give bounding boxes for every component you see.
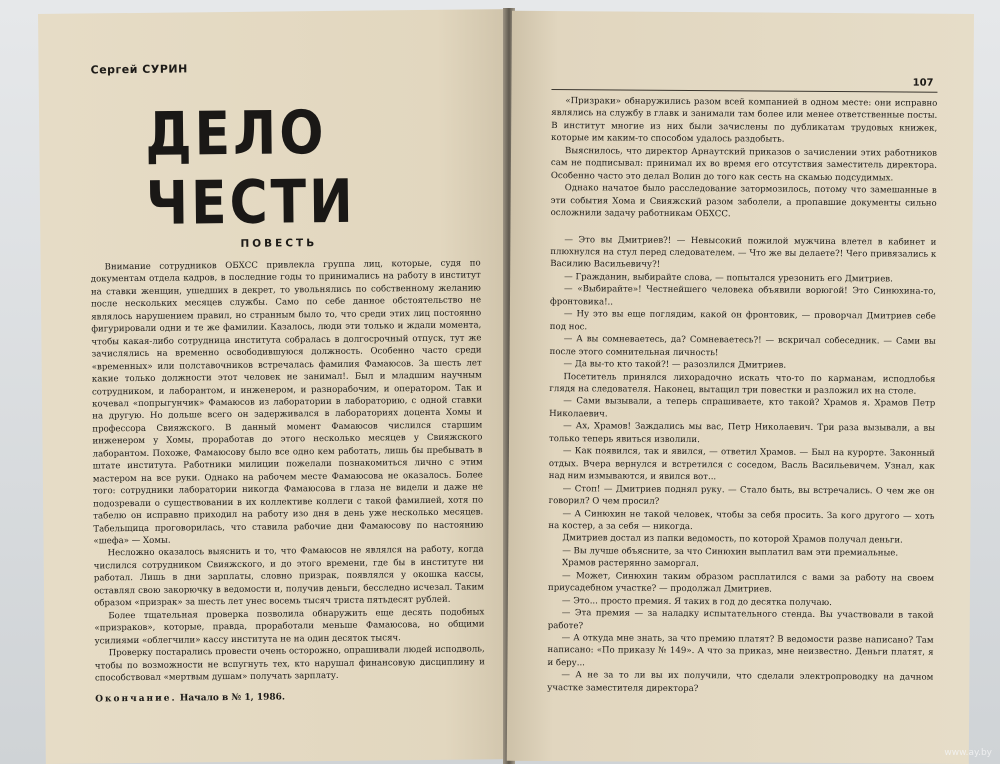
dialog-line: — «Выбирайте»! Честнейшего человека объявили ворюгой! Это Синюхина-то, фронтовика!..: [549, 284, 937, 308]
right-paragraph-3: Однако начатое было расследование затормозилось, потому что замешанные в эти события Хома и Свияжский разом заболели, а пропавшие документы сильно осложнили задачу работникам ОБХСС.: [550, 183, 937, 220]
source-text: Начало в № 1, 1986.: [179, 692, 286, 704]
dialog-line: — Гражданин, выбирайте слова, — попытался урезонить его Дмитриев.: [564, 272, 893, 285]
dialog-line: Посетитель принялся лихорадочно искать что-то по карманам, исподлобья глядя на следователя. Наконец, вытащил три повестки и разложил их на столе.: [549, 371, 936, 397]
page-number: 107: [912, 77, 934, 89]
left-page: [38, 9, 516, 764]
dialog-line: — А вы сомневаетесь, да? Сомневаетесь?! — вскричал собеседник. — Сами вы после этого сомнительная личность!: [549, 334, 936, 358]
right-paragraph-2: Выяснилось, что директор Арнаутский приказов о зачислении этих работников сам не подписывал: принимал их во время его отсутствия заместитель директора. Особенно часто это делал Волин до того как сесть на скамью подсудимых.: [550, 145, 938, 184]
dialog-line: — Это вы Дмитриев?! — Невысокий пожилой мужчина влетел в кабинет и плюхнулся на стул перед следователем. — Что же вы делаете?! Чего привязались к Василию Васильевичу?!: [550, 234, 937, 271]
dialog-line: — Может, Синюхин таким образом расплатился с вами за работу на своем приусадебном участке? — продолжал Дмитриев.: [547, 570, 935, 595]
header-rule: [551, 89, 937, 93]
dialog-line: — А не за то ли вы их получили, что сделали электропроводку на дачном участке заместителя директора?: [547, 670, 934, 694]
left-paragraph-2: Несложно оказалось выяснить и то, что Фамаюсов не являлся на работу, когда числился сотрудником Свияжского, и до этого времени, где бы в институте ни работал. Лишь в дни зарплаты, словно призрак, появлялся у окошка кассы, оставлял свою закорючку в ведомости и, получив деньги, бесследно исчезал. Таким образом «призрак» за шесть лет унес восемь тысяч триста пятьдесят рублей.: [93, 544, 485, 609]
dialog-line: Храмов растерянно заморгал.: [562, 558, 699, 570]
dialog-line: — Да вы-то кто такой?! — разозлился Дмитриев.: [563, 359, 787, 371]
dialog-block: [547, 234, 936, 697]
source-note: [95, 691, 485, 705]
right-intro: [551, 95, 938, 222]
dialog-line: — Стоп! — Дмитриев поднял руку. — Стало быть, вы встречались. О чем же он говорил? О чем просил?: [548, 483, 935, 507]
story-title: ДЕЛО ЧЕСТИ: [144, 98, 357, 239]
dialog-line: — Эта премия — за наладку испытательного стенда. Вы участвовали в такой работе?: [547, 608, 934, 631]
watermark: www.ay.by: [944, 748, 992, 758]
left-paragraph-3: Более тщательная проверка позволила обнаружить еще десять подобных «призраков», которые, правда, проработали меньше Фамаюсова, но общими усилиями «облегчили» кассу института не на один десяток тысяч.: [94, 607, 485, 647]
dialog-line: — Сами вызывали, а теперь спрашиваете, кто такой? Храмов я. Храмов Петр Николаевич.: [549, 396, 936, 420]
dialog-line: — А Синюхин не такой человек, чтобы за себя просить. За кого другого — хоть на костер, а за себя — никогда.: [548, 508, 935, 533]
dialog-line: — Как появился, так и явился, — ответил Храмов. — Был на курорте. Законный отдых. Вчера вернулся и встретился с соседом, Васль Васильевичем. Узнал, как над ним измываются, и явился вот...: [548, 446, 935, 483]
left-paragraph-1: Внимание сотрудников ОБХСС привлекла группа лиц, которые, судя по документам отдела кадров, в последние годы то принимались на работу в институт на ставки женщин, ушедших в декрет, то увольнялись по собственному желанию после нескольких месяцев службы. Само по себе данное обстоятельство не являлось нарушением правил, но странным было то, что среди этих лиц постоянно фигурировали одни и те же фамилии. Казалось, люди эти только и ждали момента, чтобы какая-либо сотрудница института собралась в долгосрочный отпуск, тут же зачислялись на временно освободившуюся должность. Особенно часто среди «временных» или полставочников встречалась фамилия Фамаюсов. За шесть лет какие только должности этот человек не занимал!. Был и младшим научным сотрудником, и лаборантом, и инженером, и разнорабочим, и оператором. Так и кочевал «попрыгунчик» Фамаюсов из лаборатории в лабораторию, с одной ставки на другую. Но дольше всего он задерживался в лабораториях доцента Хомы и профессора Свияжского. В данный момент Фамаюсов числился старшим инженером у Хомы, проработав до этого несколько месяцев у Свияжского лаборантом. Похоже, Фамаюсову было все одно кем работать, лишь бы пребывать в штате института. Работники милиции пожелали познакомиться лично с этим мастером на все руки. Однако на рабочем месте Фамаюсова не оказалось. Более того: сотрудники лаборатории никогда Фамаюсова в глаза не видели и даже не подозревали о существовании в их коллективе коллеги с такой фамилией, хотя по табелю он исправно приходил на работу изо дня в день уже несколько месяцев. Табельщица проговорилась, что ставила рабочие дни Фамаюсову по настоянию «шефа» — Хомы.: [90, 258, 484, 547]
author-name: Сергей СУРИН: [90, 62, 188, 77]
story-subtitle: ПОВЕСТЬ: [240, 237, 318, 250]
dialog-line: — Вы лучше объясните, за что Синюхин выплатил вам эти премиальные.: [562, 545, 899, 559]
dialog-line: — Ах, Храмов! Заждались мы вас, Петр Николаевич. Три раза вызывали, а вы только теперь явиться изволили.: [548, 421, 936, 445]
dialog-line: Дмитриев достал из папки ведомость, по которой Храмов получал деньги.: [562, 533, 903, 546]
left-paragraph-4: Проверку постарались провести очень осторожно, опрашивали людей исподволь, чтобы по возможности не вспугнуть тех, кто нарушал финансовую дисциплину и способствовал «мертвым душам» получать зарплату.: [94, 644, 485, 684]
source-word: Окончание.: [95, 693, 177, 705]
right-page: [507, 11, 974, 764]
right-paragraph-1: «Призраки» обнаружились разом всей компанией в одном месте: они исправно являлись на службу в главк и занимали там более или менее ответственные посты. В институт многие из них были зачислены по дубликатам трудовых книжек, которые им каким-то способом удалось раздобыть.: [551, 96, 938, 146]
dialog-line: — Ну это вы еще поглядим, какой он фронтовик, — проворчал Дмитриев себе под нос.: [549, 309, 936, 333]
dialog-line: — А откуда мне знать, за что премию платят? В ведомости разве написано? Там написано: «По приказу № 149». А что за приказ, мне неизвестно. Деньги платят, я и беру...: [547, 633, 934, 669]
dialog-line: — Это... просто премия. Я таких в год до десятка получаю.: [561, 595, 832, 608]
